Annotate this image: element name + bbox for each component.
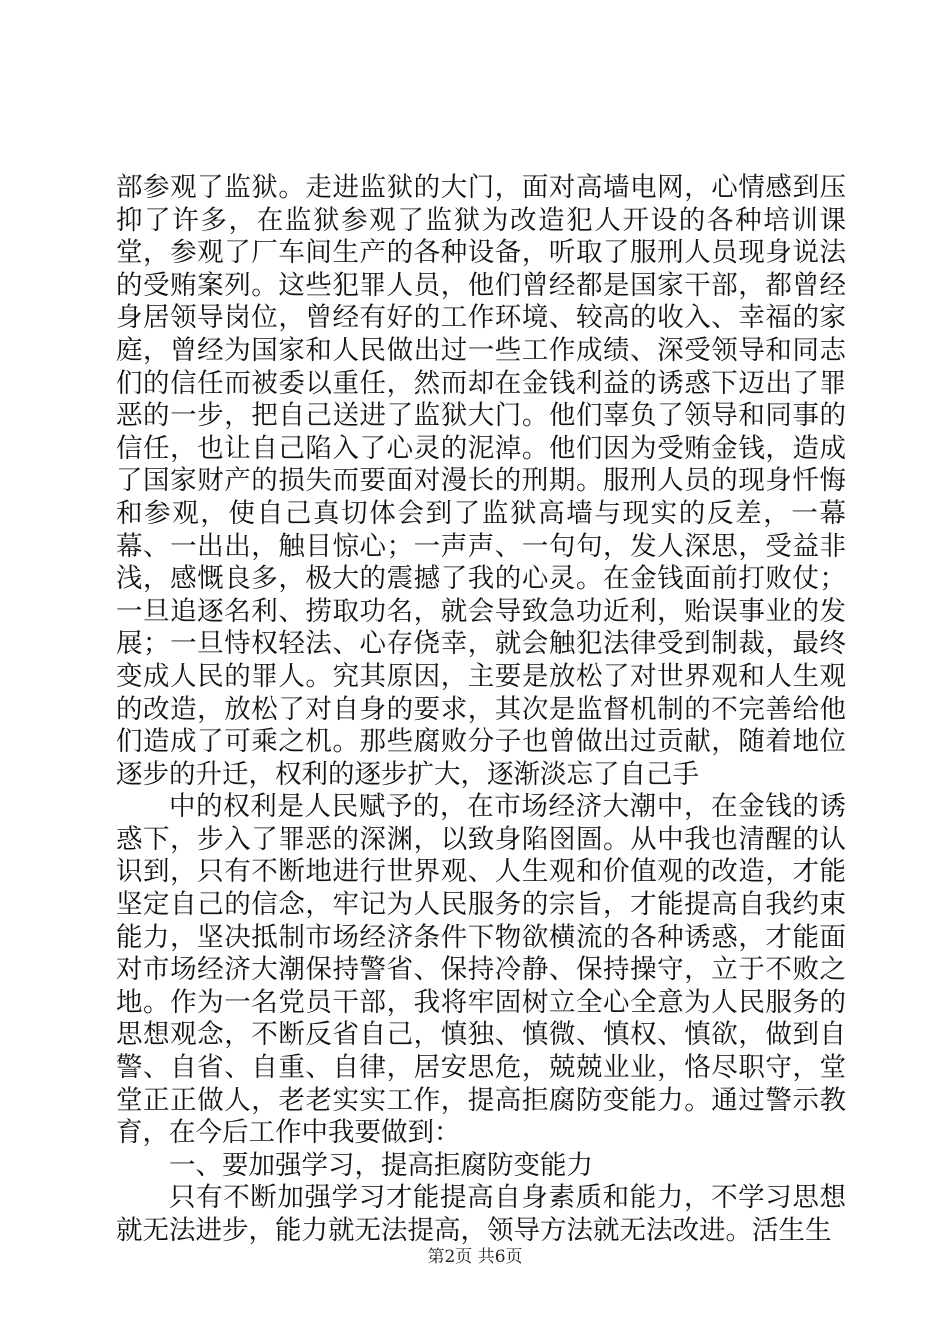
paragraph-2: 中的权利是人民赋予的，在市场经济大潮中，在金钱的诱惑下，步入了罪恶的深渊，以致身陷囹圄。从中我也清醒的认识到，只有不断地进行世界观、人生观和价值观的改造，才能坚定自己的信念，牢记为人民服务的宗旨，才能提高自我约束能力，坚决抵制市场经济条件下物欲横流的各种诱惑，才能面对市场经济大潮保持警省、保持冷静、保持操守，立于不败之地。作为一名党员干部，我将牢固树立全心全意为人民服务的思想观念，不断反省自己，慎独、慎微、慎权、慎欲，做到自警、自省、自重、自律，居安思危，兢兢业业，恪尽职守，堂堂正正做人，老老实实工作，提高拒腐防变能力。通过警示教育，在今后工作中我要做到： [116,791,846,1149]
paragraph-1: 部参观了监狱。走进监狱的大门，面对高墙电网，心情感到压抑了许多，在监狱参观了监狱为改造犯人开设的各种培训课堂，参观了厂车间生产的各种设备，听取了服刑人员现身说法的受贿案列。这些犯罪人员，他们曾经都是国家干部，都曾经身居领导岗位，曾经有好的工作环境、较高的收入、幸福的家庭，曾经为国家和人民做出过一些工作成绩、深受领导和同志们的信任而被委以重任，然而却在金钱利益的诱惑下迈出了罪恶的一步，把自己送进了监狱大门。他们辜负了领导和同事的信任，也让自己陷入了心灵的泥淖。他们因为受贿金钱，造成了国家财产的损失而要面对漫长的刑期。服刑人员的现身忏悔和参观，使自己真切体会到了监狱高墙与现实的反差，一幕幕、一出出，触目惊心；一声声、一句句，发人深思，受益非浅，感慨良多，极大的震撼了我的心灵。在金钱面前打败仗；一旦追逐名利、捞取功名，就会导致急功近利，贻误事业的发展；一旦恃权轻法、心存侥幸，就会触犯法律受到制裁，最终变成人民的罪人。究其原因，主要是放松了对世界观和人生观的改造，放松了对自身的要求，其次是监督机制的不完善给他们造成了可乘之机。那些腐败分子也曾做出过贡献，随着地位逐步的升迁，权利的逐步扩大，逐渐淡忘了自己手 [116,172,846,790]
page-number-footer: 第2页 共6页 [427,1247,523,1267]
paragraph-3: 只有不断加强学习才能提高自身素质和能力，不学习思想就无法进步，能力就无法提高，领导方法就无法改进。活生生 [116,1182,846,1246]
document-body [116,172,846,1248]
section-heading: 一、要加强学习，提高拒腐防变能力 [169,1149,593,1181]
